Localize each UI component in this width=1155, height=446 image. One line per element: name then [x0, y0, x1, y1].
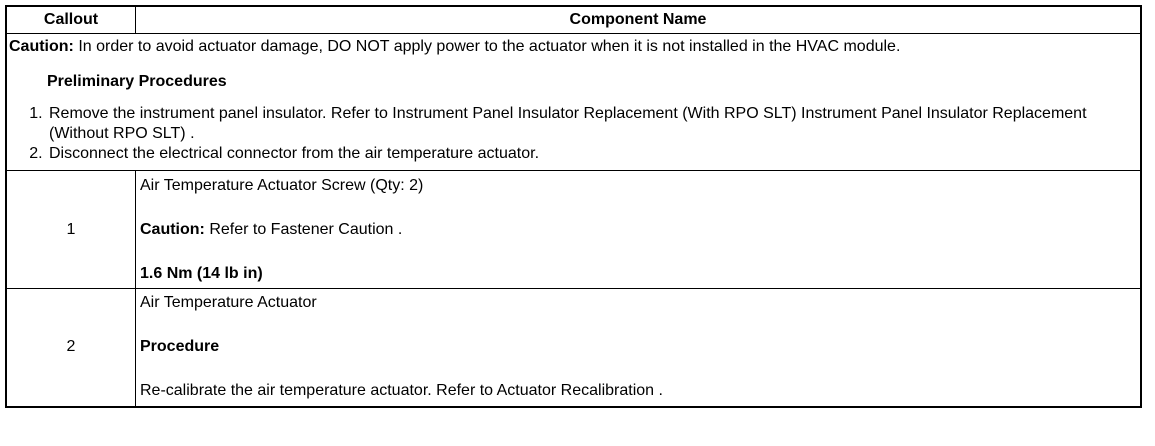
caution-label: Caution: [140, 220, 205, 238]
preliminary-steps [11, 104, 1136, 164]
callout-cell: 2 [6, 289, 136, 407]
caution-text: In order to avoid actuator damage, DO NOT apply power to the actuator when it is not installed in the HVAC module. [73, 38, 901, 55]
table-row [6, 171, 1141, 289]
table-row [6, 289, 1141, 407]
component-cell [136, 289, 1142, 407]
step-item: 2. Disconnect the electrical connector from the air temperature actuator. [47, 144, 1136, 164]
callout-cell: 1 [6, 171, 136, 289]
procedure-text: Re-calibrate the air temperature actuator. Refer to Actuator Recalibration . [140, 382, 663, 400]
callout-header: Callout [6, 6, 136, 34]
fastener-caution [140, 220, 1136, 240]
intro-cell [6, 34, 1141, 171]
component-header: Component Name [136, 6, 1142, 34]
intro-row [6, 34, 1141, 171]
component-name: Air Temperature Actuator [140, 294, 317, 312]
procedure-table [5, 5, 1142, 408]
component-name: Air Temperature Actuator Screw (Qty: 2) [140, 176, 424, 194]
component-cell [136, 171, 1142, 289]
caution-label: Caution: [9, 38, 74, 55]
preliminary-title: Preliminary Procedures [47, 73, 227, 90]
torque-spec: 1.6 Nm (14 lb in) [140, 264, 263, 282]
caution-note [9, 36, 1136, 58]
step-item: 1. Remove the instrument panel insulator. Refer to Instrument Panel Insulator Replacement (With RPO SLT) Instrument Panel Insulator Replacement (Without RPO SLT) . [47, 104, 1136, 144]
procedure-title: Procedure [140, 338, 220, 356]
caution-text: Refer to Fastener Caution . [204, 220, 403, 238]
header-row [6, 6, 1141, 34]
